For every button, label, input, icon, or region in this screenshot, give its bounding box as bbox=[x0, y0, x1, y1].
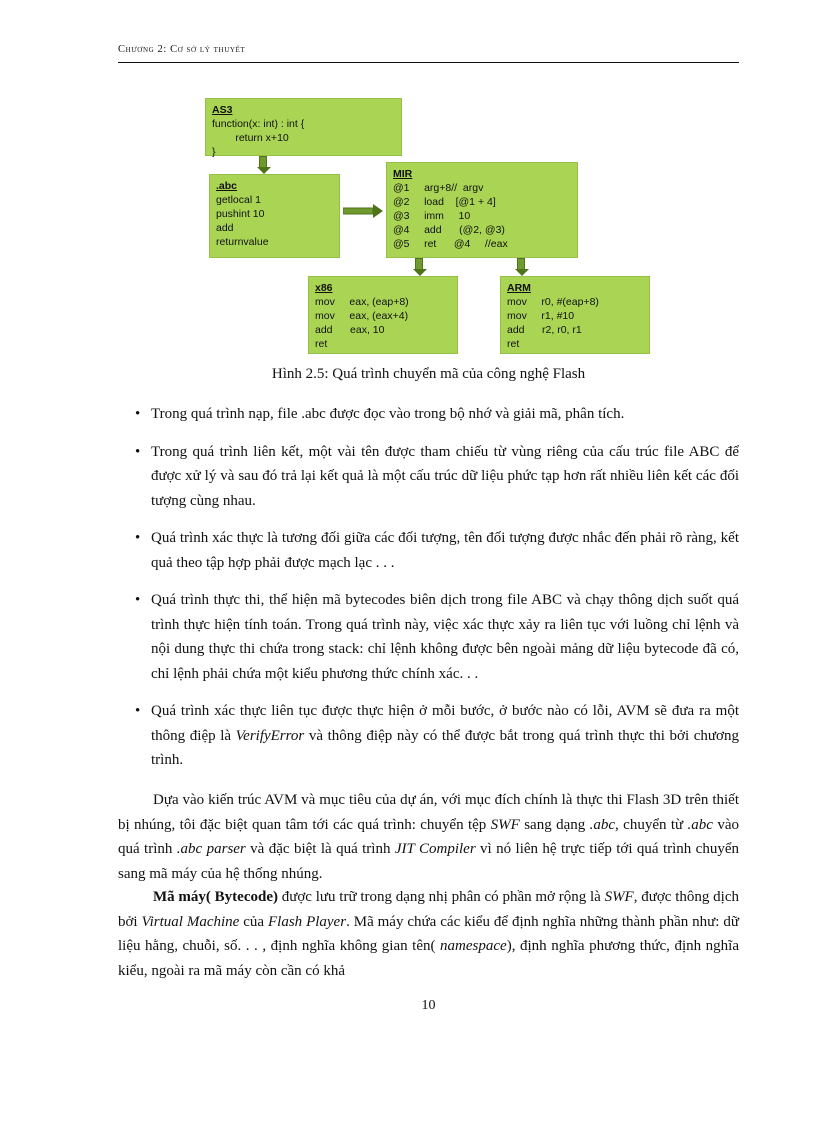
abc-line: pushint 10 bbox=[216, 208, 265, 220]
bullet-marker: • bbox=[135, 703, 141, 719]
list-item-text: Quá trình thực thi, thể hiện mã bytecodes biên dịch trong file ABC và chạy thông dịch suốt quá trình thực hiện tính toán. Trong quá trình này, việc xác thực xảy ra liên tục với luồng chỉ lệnh và nội dung thực thi chứa trong stack: chỉ lệnh không được bên ngoài mảng dữ liệu bytecode đã có, chỉ lệnh phải chứa một kiểu phương thức chính xác. . . bbox=[151, 592, 739, 682]
abc-box bbox=[209, 174, 340, 258]
list-item bbox=[118, 699, 739, 773]
text-run: vì nó liên hệ trực tiếp tới quá trình chuyển sang mã máy của hệ thống nhúng. bbox=[118, 841, 739, 882]
abc-title: .abc bbox=[216, 180, 238, 192]
text-run: và đặc biệt là quá trình bbox=[245, 841, 395, 857]
arm-line: ret bbox=[507, 338, 520, 350]
mir-title: MIR bbox=[393, 168, 413, 180]
list-item-text: Trong quá trình nạp, file .abc được đọc vào trong bộ nhớ và giải mã, phân tích. bbox=[151, 406, 625, 422]
as3-line: return x+10 bbox=[212, 132, 289, 144]
mir-line: @4 add (@2, @3) bbox=[393, 224, 505, 236]
mir-box bbox=[386, 162, 578, 258]
verifyerror-term: VerifyError bbox=[235, 727, 305, 744]
term-abc-parser: .abc parser bbox=[176, 841, 246, 857]
paragraph-avm-focus bbox=[118, 788, 739, 886]
bullet-marker: • bbox=[135, 530, 141, 546]
x86-line: ret bbox=[315, 338, 328, 350]
term-virtual-machine: Virtual Machine bbox=[141, 913, 240, 930]
bullet-marker: • bbox=[135, 406, 141, 422]
arrow-down-icon bbox=[515, 258, 527, 276]
arm-line: mov r0, #(eap+8) bbox=[507, 296, 599, 308]
term-jit-compiler: JIT Compiler bbox=[394, 841, 476, 857]
text-run: vào quá trình bbox=[118, 816, 740, 857]
x86-line: mov eax, (eap+8) bbox=[315, 296, 409, 308]
arrow-right-icon bbox=[343, 204, 383, 218]
term-abc: .abc bbox=[687, 816, 713, 833]
list-item-text: Quá trình xác thực liên tục được thực hiện ở mỗi bước, ở bước nào có lỗi, AVM sẽ đưa ra một thông điệp là bbox=[151, 703, 739, 744]
list-item bbox=[118, 440, 739, 514]
term-flash-player: Flash Player bbox=[267, 913, 347, 930]
mir-line: @3 imm 10 bbox=[393, 210, 471, 222]
page-number: 10 bbox=[421, 998, 436, 1013]
as3-line: function(x: int) : int { bbox=[212, 118, 305, 130]
x86-line: add eax, 10 bbox=[315, 324, 385, 336]
bullet-marker: • bbox=[135, 592, 141, 608]
flash-transcoding-figure bbox=[202, 98, 654, 356]
abc-line: getlocal 1 bbox=[216, 194, 261, 206]
arm-box bbox=[500, 276, 650, 354]
text-run: , được thông dịch bởi bbox=[118, 889, 739, 930]
arrow-down-icon bbox=[257, 156, 269, 174]
x86-line: mov eax, (eax+4) bbox=[315, 310, 409, 322]
text-run: ), định nghĩa phương thức, định nghĩa kiểu, ngoài ra mã máy còn cần có khả bbox=[118, 938, 739, 979]
mir-line: @1 arg+8// argv bbox=[393, 182, 484, 194]
term-swf: SWF bbox=[604, 889, 634, 905]
text-run: . Mã máy chứa các kiểu để định nghĩa những thành phần như: dữ liệu hằng, chuỗi, số. . . , định nghĩa không gian tên( bbox=[118, 913, 739, 954]
running-header: Chương 2: Cơ sở lý thuyết bbox=[118, 44, 246, 55]
text-run: , chuyển từ bbox=[615, 816, 688, 833]
list-item-text: Trong quá trình liên kết, một vài tên được tham chiếu từ vùng riêng của cấu trúc file ABC để được xử lý và sau đó trả lại kết quả là một cấu trúc dữ liệu phức tạp hơn rất nhiều liên kết các đối tượng cùng nhau. bbox=[151, 443, 739, 509]
list-item bbox=[118, 588, 739, 686]
text-run: sang dạng bbox=[519, 816, 590, 833]
arm-line: mov r1, #10 bbox=[507, 310, 575, 322]
arrow-down-icon bbox=[413, 258, 425, 276]
text-run: của bbox=[239, 913, 268, 930]
text-run: Dựa vào kiến trúc AVM và mục tiêu của dự án, với mục đích chính là thực thi Flash 3D trên thiết bị nhúng, tôi đặc biệt quan tâm tới các quá trình: chuyển tệp bbox=[118, 792, 739, 833]
x86-box bbox=[308, 276, 458, 354]
term-abc: .abc bbox=[589, 816, 616, 833]
list-item-text: và thông điệp này có thể được bắt trong quá trình thực thi bởi chương trình. bbox=[151, 727, 739, 768]
list-item-text: Quá trình xác thực là tương đối giữa các đối tượng, tên đối tượng được nhắc đến phải rõ ràng, kết quả theo tập hợp phải được mạch lạc . . . bbox=[151, 530, 739, 571]
term-swf: SWF bbox=[490, 816, 520, 833]
figure-caption: Hình 2.5: Quá trình chuyển mã của công nghệ Flash bbox=[271, 366, 586, 382]
arm-title: ARM bbox=[507, 282, 531, 294]
bullet-list bbox=[118, 402, 739, 786]
as3-title: AS3 bbox=[212, 104, 233, 116]
arm-line: add r2, r0, r1 bbox=[507, 324, 582, 336]
term-bytecode: Mã máy( Bytecode) bbox=[153, 889, 278, 905]
mir-line: @2 load [@1 + 4] bbox=[393, 196, 496, 208]
list-item bbox=[118, 402, 739, 427]
term-namespace: namespace bbox=[440, 938, 507, 954]
text-run: được lưu trữ trong dạng nhị phân có phần mở rộng là bbox=[277, 889, 605, 905]
bullet-marker: • bbox=[135, 443, 141, 460]
x86-title: x86 bbox=[315, 282, 333, 294]
mir-line: @5 ret @4 //eax bbox=[393, 238, 508, 250]
abc-line: returnvalue bbox=[216, 236, 269, 248]
list-item bbox=[118, 526, 739, 575]
abc-line: add bbox=[216, 222, 234, 234]
paragraph-bytecode bbox=[118, 885, 739, 983]
header-rule bbox=[118, 62, 739, 63]
as3-box bbox=[205, 98, 402, 156]
as3-line: } bbox=[212, 146, 216, 158]
